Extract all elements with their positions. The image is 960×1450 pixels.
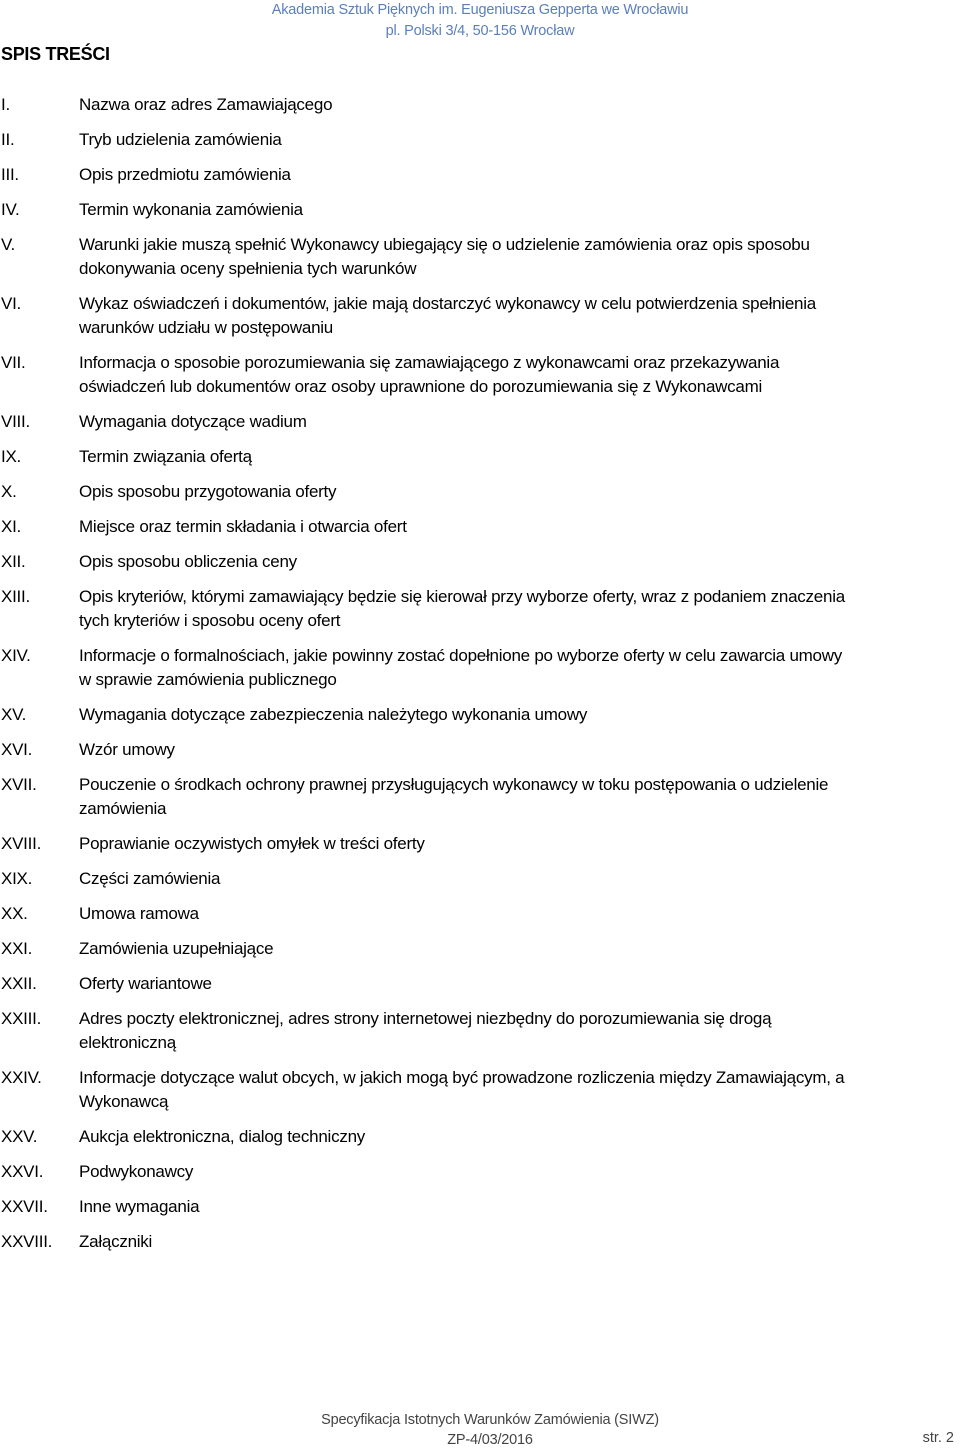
toc-entry-number: XIV. [1, 646, 31, 665]
toc-entry-number: II. [1, 130, 15, 149]
toc-entry [1, 1160, 851, 1184]
toc-entry [1, 445, 851, 469]
toc-entry [1, 410, 851, 434]
toc-entry [1, 1066, 851, 1114]
toc-entry-title: Termin związania ofertą [79, 447, 252, 466]
toc-entry-title: Wzór umowy [79, 740, 175, 759]
toc-title: SPIS TREŚCI [1, 44, 110, 64]
toc-entry [1, 515, 851, 539]
toc-entry-number: XXVII. [1, 1197, 48, 1216]
page-number: str. 2 [922, 1430, 954, 1446]
toc-entry-number: XI. [1, 517, 22, 536]
toc-entry [1, 1007, 851, 1055]
toc-entry [1, 773, 851, 821]
toc-entry-title: Aukcja elektroniczna, dialog techniczny [79, 1127, 366, 1146]
toc-entry-number: XX. [1, 904, 28, 923]
toc-entry-title: Wykaz oświadczeń i dokumentów, jakie mają dostarczyć wykonawcy w celu potwierdzenia spełnienia warunków udziału w postępowaniu [79, 294, 816, 337]
toc-entry-number: XIII. [1, 587, 30, 606]
header-address: pl. Polski 3/4, 50-156 Wrocław [385, 23, 575, 39]
toc-entry [1, 902, 851, 926]
toc-entry-title: Inne wymagania [79, 1197, 200, 1216]
toc-entry-title: Informacje dotyczące walut obcych, w jakich mogą być prowadzone rozliczenia między Zamawiającym, a Wykonawcą [79, 1068, 845, 1111]
toc-entry-number: XV. [1, 705, 27, 724]
toc-entry-title: Zamówienia uzupełniające [79, 939, 274, 958]
toc-entry [1, 585, 851, 633]
toc-entry [1, 198, 851, 222]
toc-entry [1, 163, 851, 187]
toc-entry-number: XII. [1, 552, 26, 571]
table-of-contents [1, 93, 851, 1265]
toc-entry-number: VI. [1, 294, 22, 313]
toc-entry [1, 644, 851, 692]
toc-entry [1, 972, 851, 996]
toc-entry-title: Części zamówienia [79, 869, 221, 888]
footer-document-name: Specyfikacja Istotnych Warunków Zamówienia (SIWZ) [321, 1412, 659, 1428]
toc-entry [1, 937, 851, 961]
toc-entry-title: Poprawianie oczywistych omyłek w treści oferty [79, 834, 425, 853]
toc-entry-title: Wymagania dotyczące zabezpieczenia należytego wykonania umowy [79, 705, 588, 724]
toc-entry-number: XVII. [1, 775, 37, 794]
toc-entry-title: Umowa ramowa [79, 904, 199, 923]
toc-entry-number: XXII. [1, 974, 37, 993]
toc-entry [1, 832, 851, 856]
toc-entry-title: Wymagania dotyczące wadium [79, 412, 307, 431]
toc-entry [1, 550, 851, 574]
toc-entry-title: Miejsce oraz termin składania i otwarcia ofert [79, 517, 407, 536]
toc-entry-title: Załączniki [79, 1232, 153, 1251]
toc-entry-title: Opis sposobu obliczenia ceny [79, 552, 297, 571]
toc-entry-number: VIII. [1, 412, 30, 431]
toc-entry [1, 233, 851, 281]
toc-entry-number: XXI. [1, 939, 33, 958]
toc-entry-title: Podwykonawcy [79, 1162, 194, 1181]
toc-entry-number: V. [1, 235, 16, 254]
toc-entry-title: Oferty wariantowe [79, 974, 212, 993]
toc-entry-title: Informacja o sposobie porozumiewania się zamawiającego z wykonawcami oraz przekazywania oświadczeń lub dokumentów oraz osoby uprawnione do porozumiewania się z Wykonawcami [79, 353, 780, 396]
toc-entry-number: XXV. [1, 1127, 38, 1146]
toc-entry-number: XVIII. [1, 834, 42, 853]
toc-entry-title: Opis sposobu przygotowania oferty [79, 482, 337, 501]
toc-entry [1, 1195, 851, 1219]
toc-entry-number: IX. [1, 447, 22, 466]
toc-entry-title: Opis kryteriów, którymi zamawiający będzie się kierował przy wyborze oferty, wraz z podaniem znaczenia tych kryteriów i sposobu oceny ofert [79, 587, 845, 630]
toc-entry-number: X. [1, 482, 17, 501]
toc-entry-title: Warunki jakie muszą spełnić Wykonawcy ubiegający się o udzielenie zamówienia oraz opis sposobu dokonywania oceny spełnienia tych warunków [79, 235, 810, 278]
toc-entry [1, 1125, 851, 1149]
toc-entry-title: Opis przedmiotu zamówienia [79, 165, 291, 184]
toc-entry-title: Pouczenie o środkach ochrony prawnej przysługujących wykonawcy w toku postępowania o udzielenie zamówienia [79, 775, 829, 818]
page-header [200, 0, 760, 42]
header-institution: Akademia Sztuk Pięknych im. Eugeniusza Geppertа we Wrocławiu [271, 2, 689, 18]
toc-entry [1, 128, 851, 152]
toc-entry-number: XXIV. [1, 1068, 42, 1087]
toc-entry-number: III. [1, 165, 19, 184]
toc-entry-number: VII. [1, 353, 26, 372]
toc-entry-number: IV. [1, 200, 20, 219]
toc-entry-title: Informacje o formalnościach, jakie powinny zostać dopełnione po wyborze oferty w celu zawarcia umowy w sprawie zamówienia publicznego [79, 646, 843, 689]
toc-entry [1, 738, 851, 762]
toc-entry [1, 292, 851, 340]
toc-entry [1, 1230, 851, 1254]
toc-entry [1, 480, 851, 504]
footer-case-number: ZP-4/03/2016 [447, 1432, 533, 1448]
toc-entry-number: XXIII. [1, 1009, 42, 1028]
toc-entry [1, 867, 851, 891]
page-footer [300, 1410, 680, 1450]
toc-entry-number: XXVIII. [1, 1232, 53, 1251]
toc-entry [1, 93, 851, 117]
toc-entry-title: Adres poczty elektronicznej, adres strony internetowej niezbędny do porozumiewania się drogą elektroniczną [79, 1009, 772, 1052]
toc-entry-title: Nazwa oraz adres Zamawiającego [79, 95, 333, 114]
toc-entry-number: XVI. [1, 740, 33, 759]
toc-entry-number: XIX. [1, 869, 33, 888]
toc-entry-number: I. [1, 95, 10, 114]
toc-entry [1, 351, 851, 399]
toc-entry [1, 703, 851, 727]
toc-entry-title: Tryb udzielenia zamówienia [79, 130, 282, 149]
toc-entry-number: XXVI. [1, 1162, 44, 1181]
toc-entry-title: Termin wykonania zamówienia [79, 200, 303, 219]
